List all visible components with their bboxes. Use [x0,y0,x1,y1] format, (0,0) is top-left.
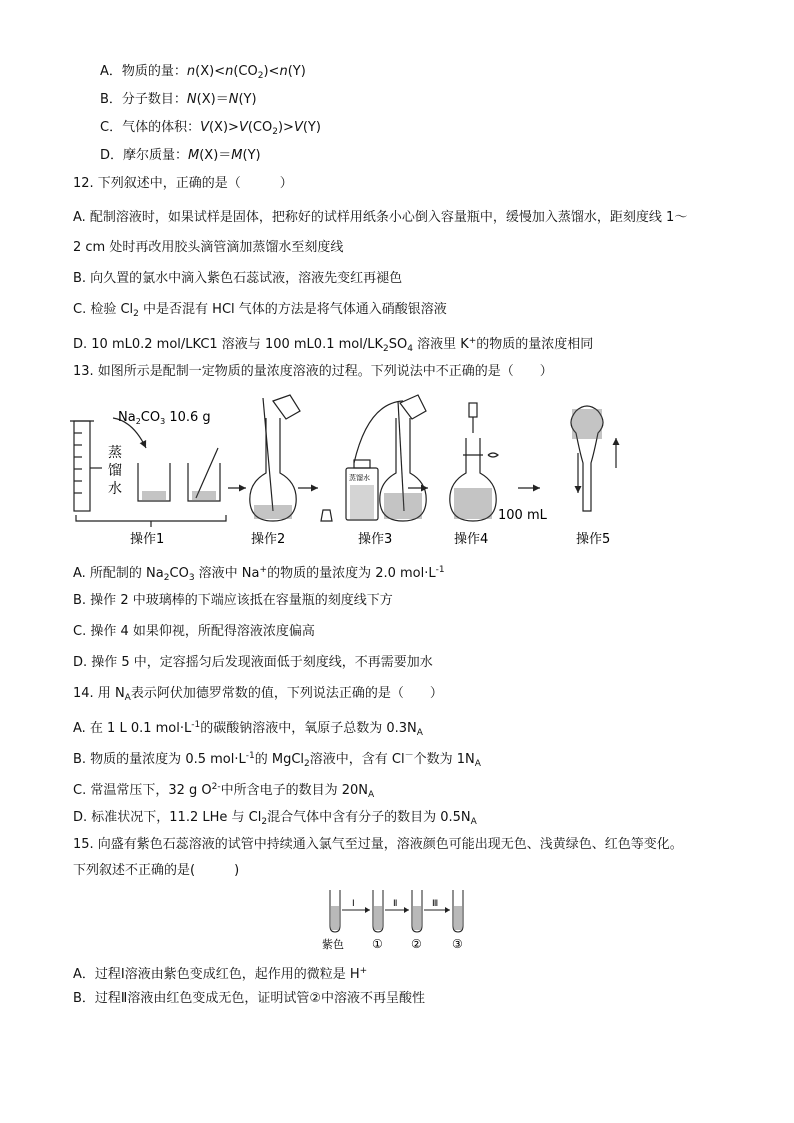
q12-stem: 12. 下列叙述中，正确的是（ ） [73,176,293,191]
q11-option-c: C．气体的体积：$V(X)>V(CO_2)>V(Y)$ [100,120,321,137]
fig-step-2: Ⅱ [393,899,398,909]
q14-option-a: A. 在 1 L 0.1 $mol\cdot L^{-1}$的碳酸钠溶液中，氧原子总数为 $0.3N_A$ [73,720,423,738]
fig-tube-3-label: ③ [452,937,463,951]
q15-option-b: B．过程Ⅱ溶液由红色变成无色，证明试管②中溶液不再呈酸性 [73,991,425,1006]
fig-na2co3-label: $Na_2CO_3$ 10.6 g [118,410,211,426]
fig-step-1: Ⅰ [352,899,355,909]
q12-option-a-line2: 2 cm 处时再改用胶头滴管滴加蒸馏水至刻度线 [73,240,344,255]
fig-step-3: Ⅲ [432,899,439,909]
fig-purple-label: 紫色 [322,938,344,951]
q11-option-d: D．摩尔质量：M(X)＝M(Y) [100,148,261,163]
q13-option-b: B. 操作 2 中玻璃棒的下端应该抵在容量瓶的刻度线下方 [73,593,393,608]
q13-option-c: C. 操作 4 如果仰视，所配得溶液浓度偏高 [73,624,315,639]
q13-option-a: A. 所配制的 $Na_2CO_3$ 溶液中 Na+的物质的量浓度为 2.0 $mol\cdot L^{-1}$ [73,565,445,583]
q14-option-d: D. 标准状况下，11.2 LHe 与 $Cl_2$混合气体中含有分子的数目为 $0.5N_A$ [73,810,477,827]
fig-op3-label: 操作3 [358,532,393,547]
q13-stem: 13. 如图所示是配制一定物质的量浓度溶液的过程。下列说法中不正确的是（ ） [73,364,553,379]
q12-option-a-line1: A. 配制溶液时，如果试样是固体，把称好的试样用纸条小心倒入容量瓶中，缓慢加入蒸馏水，距刻度线 1～ [73,210,688,225]
fig-water-char-3: 水 [108,481,122,497]
q12-option-b: B. 向久置的氯水中滴入紫色石蕊试液，溶液先变红再褪色 [73,271,403,286]
fig-op1-label: 操作1 [130,532,165,547]
q14-option-b: B. 物质的量浓度为 0.5 $mol\cdot L^{-1}$的 MgCl$_2$溶液中，含有 Cl－个数为 $1N_A$ [73,751,481,769]
q15-stem-line2: 下列叙述不正确的是( ) [73,863,240,878]
fig-op4-label: 操作4 [454,532,489,547]
q13-solution-preparation-figure [68,393,638,553]
q12-option-d: D. 10 mL0.2 mol/LKC1 溶液与 100 mL0.1 mol/$LK_2SO_4$ 溶液里 K+的物质的量浓度相同 [73,336,594,354]
fig-op5-label: 操作5 [576,532,611,547]
fig-bottle-label: 蒸馏水 [349,474,370,482]
fig-water-char-2: 馏 [108,463,122,479]
q11-option-a: A．物质的量：$n(X)<n(CO_2)<n(Y)$ [100,64,306,81]
q12-option-c: C. 检验 $Cl_2$ 中是否混有 HCl 气体的方法是将气体通入硝酸银溶液 [73,302,447,319]
fig-tube-2-label: ② [411,937,422,951]
q14-option-c: C. 常温常压下，32 g $O^{2-}$中所含电子的数目为 $20N_A$ [73,782,375,800]
fig-volume-label: 100 mL [498,508,547,523]
fig-tube-1-label: ① [372,937,383,951]
q15-option-a: A．过程Ⅰ溶液由紫色变成红色，起作用的微粒是 H+ [73,966,368,982]
fig-op2-label: 操作2 [251,532,286,547]
q13-option-d: D. 操作 5 中，定容摇匀后发现液面低于刻度线，不再需要加水 [73,655,433,670]
q14-stem: 14. 用 $N_A$表示阿伏加德罗常数的值，下列说法正确的是（ ） [73,686,443,703]
q11-option-b: B．分子数目：N(X)＝N(Y) [100,92,257,107]
fig-water-char-1: 蒸 [108,445,122,461]
q15-stem-line1: 15. 向盛有紫色石蕊溶液的试管中持续通入氯气至过量，溶液颜色可能出现无色、浅黄绿色、红色等变化。 [73,837,683,852]
q15-test-tube-figure [318,888,478,954]
